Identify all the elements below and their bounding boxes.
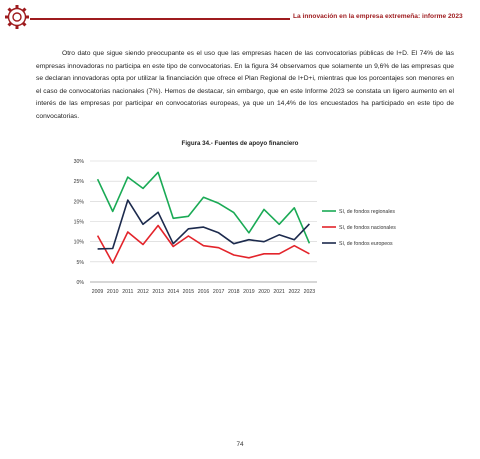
y-tick-label: 30% xyxy=(73,159,84,165)
header-title: La innovación en la empresa extremeña: informe 2023 xyxy=(293,13,463,20)
x-tick-label: 2021 xyxy=(273,289,285,295)
y-tick-label: 20% xyxy=(73,199,84,206)
x-tick-label: 2014 xyxy=(167,289,180,295)
x-tick-label: 2013 xyxy=(152,289,164,295)
page-number: 74 xyxy=(236,441,244,448)
x-tick-label: 2022 xyxy=(288,289,301,295)
x-tick-label: 2019 xyxy=(243,289,255,295)
y-tick-label: 25% xyxy=(73,179,84,186)
legend-label: Sí, de fondos regionales xyxy=(339,209,395,215)
x-tick-label: 2017 xyxy=(212,289,225,295)
x-tick-label: 2023 xyxy=(303,289,316,295)
x-tick-label: 2009 xyxy=(91,289,104,295)
y-tick-label: 10% xyxy=(73,239,84,246)
series-line xyxy=(98,226,310,264)
y-tick-label: 0% xyxy=(76,280,84,286)
x-tick-label: 2018 xyxy=(227,289,240,295)
x-tick-label: 2016 xyxy=(197,289,210,295)
legend-label: Sí, de fondos europeos xyxy=(339,241,393,247)
figure-caption: Figura 34.- Fuentes de apoyo financiero xyxy=(181,140,299,147)
x-tick-label: 2012 xyxy=(137,289,149,295)
x-tick-label: 2015 xyxy=(182,289,195,295)
body-paragraph: Otro dato que sigue siendo preocupante es el uso que las empresas hacen de las convocatorias públicas de I+D. El 74% de las empresas innovadoras no participa en este tipo de convocatorias. En la figura 34 observamos que solamente un 9,6% de las empresas que se declaran innovadoras opta por utilizar la financiación que ofrece el Plan Regional de I+D+i, mientras que los porcentajes son menores en el caso de convocatorias nacionales (7%). Hemos de destacar, sin embargo, que en este Informe 2023 se constata un ligero aumento en el interés de las empresas por participar en convocatorias europeas, ya que un 14,4% de los encuestados ha participado en este tipo de convocatorias. xyxy=(36,50,454,120)
x-tick-label: 2010 xyxy=(106,289,119,295)
legend-label: Sí, de fondos nacionales xyxy=(339,225,396,231)
y-tick-label: 5% xyxy=(76,259,84,266)
x-tick-label: 2011 xyxy=(122,289,134,295)
y-tick-label: 15% xyxy=(73,219,84,226)
x-tick-label: 2020 xyxy=(258,289,270,295)
